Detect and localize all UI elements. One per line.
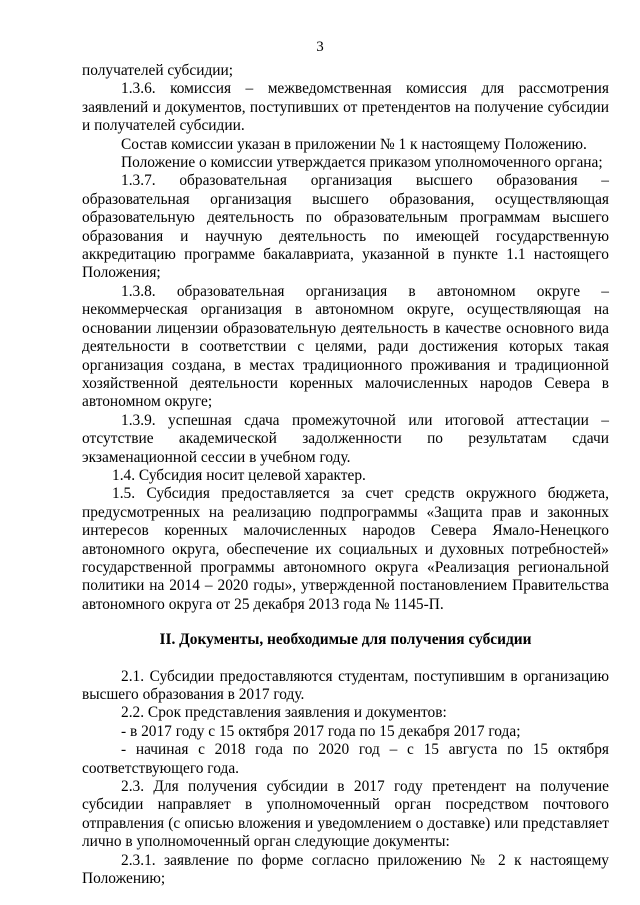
paragraph-2-2: 2.2. Срок представления заявления и документов: (121, 704, 447, 722)
paragraph-1-4: 1.4. Субсидия носит целевой характер. (112, 466, 366, 484)
paragraph-2-2-item-1: - в 2017 году с 15 октября 2017 года по 15 декабря 2017 года; (121, 722, 521, 740)
paragraph-1-3-9: 1.3.9. успешная сдача промежуточной или итоговой аттестации – отсутствие академической задолженности по результатам сдачи экзаменационной сессии в учебном году. (82, 411, 609, 466)
paragraph-2-3: 2.3. Для получения субсидии в 2017 году претендент на получение субсидии направляет в уполномоченный орган посредством почтового отправления (с описью вложения и уведомлением о доставке) или представляет лично в уполномоченный орган следующие документы: (82, 778, 609, 851)
section-heading: II. Документы, необходимые для получения субсидии (159, 631, 532, 649)
paragraph-commission-composition: Состав комиссии указан в приложении № 1 к настоящему Положению. (121, 135, 587, 153)
paragraph-2-2-item-2: - начиная с 2018 года по 2020 год – с 15 августа по 15 октября соответствующего года. (82, 741, 609, 777)
paragraph-1-5: 1.5. Субсидия предоставляется за счет средств окружного бюджета, предусмотренных на реализацию подпрограммы «Защита прав и законных интересов коренных малочисленных народов Севера Ямало-Ненецкого автономного округа, обеспечение их социальных и духовных потребностей» государственной программы автономного округа «Реализация региональной политики на 2014 – 2020 годы», утвержденной постановлением Правительства автономного округа от 25 декабря 2013 года № 1145-П. (82, 485, 609, 613)
paragraph-continuation: получателей субсидии; (82, 62, 234, 79)
page-number: 3 (316, 39, 324, 55)
paragraph-2-3-1: 2.3.1. заявление по форме согласно приложению № 2 к настоящему Положению; (82, 851, 609, 888)
document-body (82, 62, 609, 888)
paragraph-1-3-7: 1.3.7. образовательная организация высшего образования – образовательная организация высшего образования, осуществляющая образовательную деятельность по образовательным программам высшего образования и научную деятельность по имеющей государственную аккредитацию программе бакалавриата, указанной в пункте 1.1 настоящего Положения; (82, 172, 609, 282)
paragraph-1-3-8: 1.3.8. образовательная организация в автономном округе – некоммерческая организация в автономном округе, осуществляющая на основании лицензии образовательную деятельность в качестве основного вида деятельности в соответствии с целями, ради достижения которых такая организация создана, в местах традиционного проживания и традиционной хозяйственной деятельности коренных малочисленных народов Севера в автономном округе; (82, 282, 609, 411)
paragraph-1-3-6: 1.3.6. комиссия – межведомственная комиссия для рассмотрения заявлений и документов, поступивших от претендентов на получение субсидии и получателей субсидии. (82, 80, 609, 135)
paragraph-2-1: 2.1. Субсидии предоставляются студентам, поступившим в организацию высшего образования в 2017 году. (82, 667, 609, 703)
paragraph-commission-regulation: Положение о комиссии утверждается приказом уполномоченного органа; (121, 154, 603, 172)
